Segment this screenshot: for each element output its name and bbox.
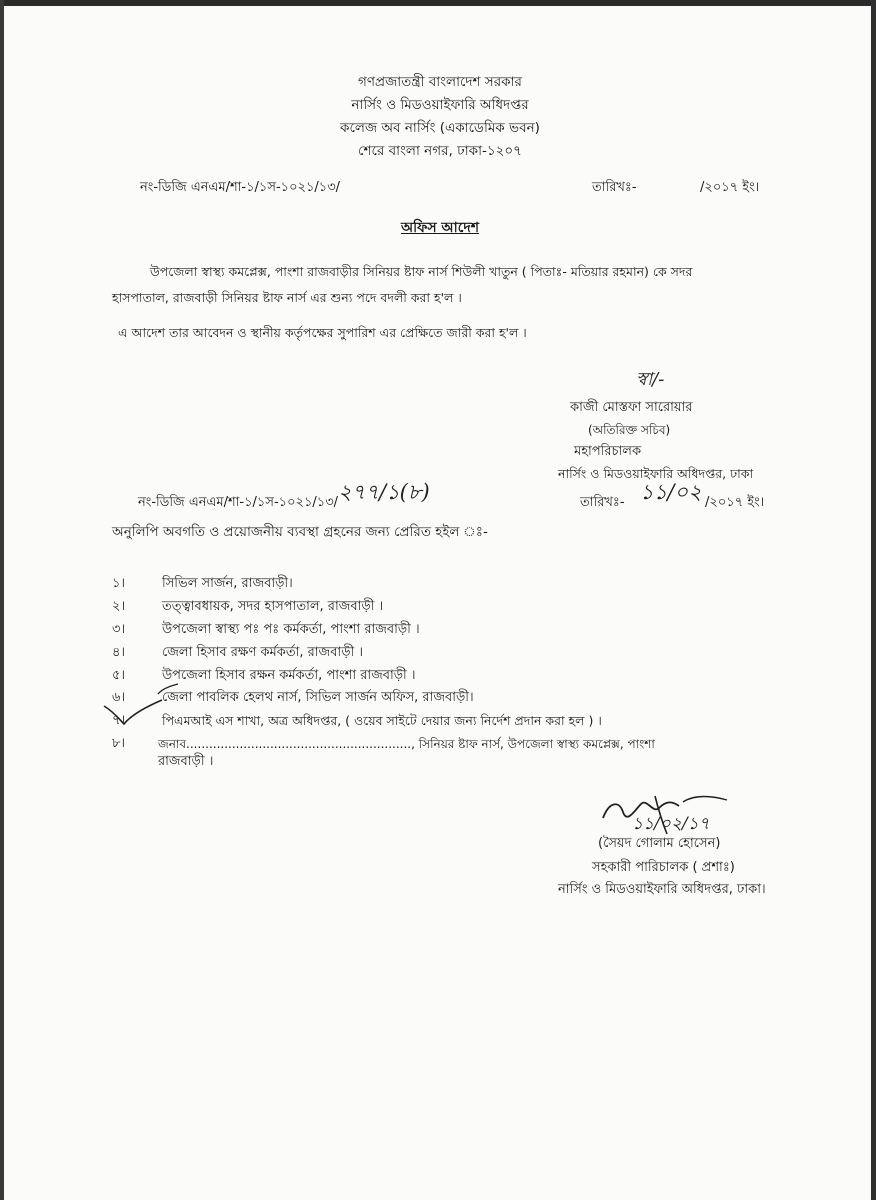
memo2-date-suffix: /২০১৭ ইং। — [705, 495, 765, 510]
signatory1-office: নার্সিং ও মিডওয়াইফারি অধিদপ্তর, ঢাকা — [558, 466, 754, 481]
order-paragraph-2: এ আদেশ তার আবেদন ও স্থানীয় কর্তৃপক্ষের সুপারিশ এর প্রেক্ষিতে জারী করা হ'ল । — [118, 325, 527, 340]
signatory1-designation: মহাপরিচালক — [574, 444, 642, 459]
copy-item-continuation: রাজবাড়ী । — [158, 754, 214, 769]
memo2-number: নং-ডিজি এনএম/শা-১/১স-১০২১/১৩/ — [138, 495, 339, 510]
header-line-government: গণপ্রজাতন্ত্রী বাংলাদেশ সরকার — [358, 74, 522, 90]
copy-num: ২। — [112, 599, 126, 614]
signature-date-handwritten: ১১/০২/১৭ — [632, 814, 710, 834]
copy-num: ৭। — [112, 713, 126, 728]
signatory2-name: (সৈয়দ গোলাম হোসেন) — [598, 836, 721, 851]
copy-num: ৩। — [112, 622, 126, 637]
memo2-number-handwritten: ২৭৭/১(৮) — [338, 480, 430, 504]
memo2-date-label: তারিখঃ- — [580, 495, 625, 510]
signatory2-office: নার্সিং ও মিডওয়াইফারি অধিদপ্তর, ঢাকা। — [558, 882, 766, 897]
memo-date-suffix: /২০১৭ ইং। — [700, 180, 760, 195]
copy-num: ১। — [112, 576, 126, 591]
scan-edge-right — [871, 0, 876, 1200]
copy-num: ৬। — [112, 690, 126, 705]
header-line-college: কলেজ অব নার্সিং (একাডেমিক ভবন) — [340, 120, 540, 136]
copy-intro: অনুলিপি অবগতি ও প্রয়োজনীয় ব্যবস্থা গ্রহনের জন্য প্রেরিত হইল ঃ- — [112, 524, 488, 540]
signatory1-name: কাজী মোস্তফা সারোয়ার — [570, 400, 693, 415]
memo-date-label: তারিখঃ- — [592, 180, 637, 195]
page-title: অফিস আদেশ — [400, 220, 480, 236]
signatory2-designation: সহকারী পারিচালক ( প্রশাঃ) — [592, 860, 735, 875]
order-paragraph-line2: হাসপাতাল, রাজবাড়ী সিনিয়র ষ্টাফ নার্স এর শুন্য পদে বদলী করা হ'ল । — [112, 290, 462, 305]
memo-number: নং-ডিজি এনএম/শা-১/১স-১০২১/১৩/ — [140, 180, 341, 195]
copy-item: পিএমআই এস শাখা, অত্র অধিদপ্তর, ( ওয়েব সাইটে দেয়ার জন্য নির্দেশ প্রদান করা হল ) । — [162, 713, 602, 728]
scan-edge-top — [0, 0, 876, 6]
copy-item: উপজেলা হিসাব রক্ষন কর্মকর্তা, পাংশা রাজবাড়ী । — [162, 668, 416, 683]
copy-num: ৫। — [112, 668, 126, 683]
memo2-date-handwritten: ১১/০২ — [640, 480, 702, 504]
pen-tick-mark — [100, 680, 180, 730]
scan-edge-left — [0, 0, 4, 1200]
copy-item: জেলা পাবলিক হেলথ নার্স, সিভিল সার্জন অফিস, রাজবাড়ী। — [162, 690, 474, 705]
header-line-address: শেরে বাংলা নগর, ঢাকা-১২০৭ — [358, 143, 522, 159]
signatory1-rank: (অতিরিক্ত সচিব) — [588, 423, 671, 437]
copy-num: ৮। — [112, 736, 126, 751]
signature-initial: স্বা/- — [636, 369, 665, 390]
order-paragraph-line1: উপজেলা স্বাস্থ্য কমপ্লেক্স, পাংশা রাজবাড়ীর সিনিয়র ষ্টাফ নার্স শিউলী খাতুন ( পিতাঃ- মতিয়ার রহমান) কে সদর — [150, 264, 693, 279]
copy-item: উপজেলা স্বাস্থ্য পঃ পঃ কর্মকর্তা, পাংশা রাজবাড়ী । — [162, 622, 420, 637]
copy-num: ৪। — [112, 645, 126, 660]
copy-item: জনাব..........................................................., সিনিয়র ষ্টাফ নার্স, উপজেলা স্বাস্থ্য কমপ্লেক্স, পাংশা — [158, 737, 655, 751]
header-line-directorate: নার্সিং ও মিডওয়াইফারি অধিদপ্তর — [351, 97, 529, 113]
copy-item: সিভিল সার্জন, রাজবাড়ী। — [162, 576, 293, 591]
copy-item: তত্ত্বাবধায়ক, সদর হাসপাতাল, রাজবাড়ী । — [162, 599, 384, 614]
copy-item: জেলা হিসাব রক্ষণ কর্মকর্তা, রাজবাড়ী । — [162, 645, 363, 660]
